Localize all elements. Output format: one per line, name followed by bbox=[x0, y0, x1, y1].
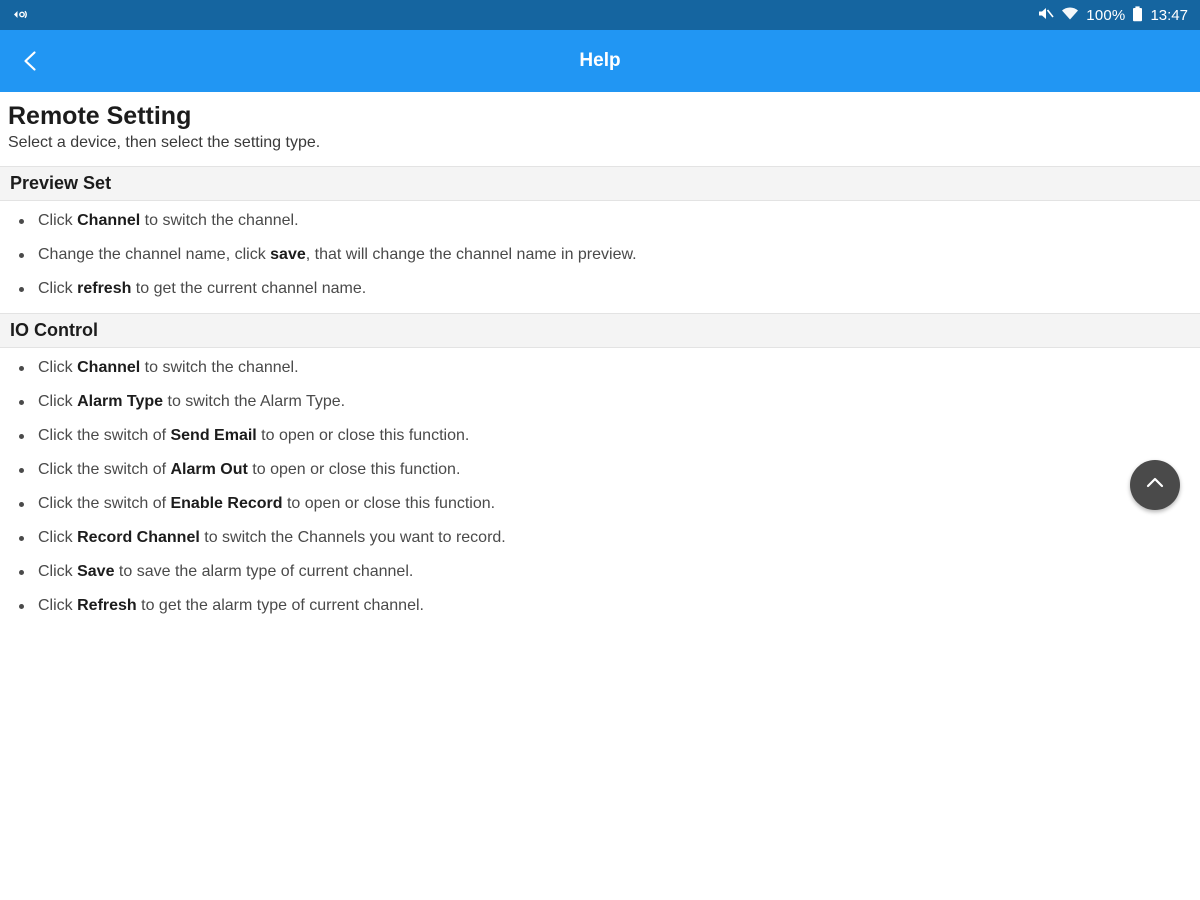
help-list-item bbox=[0, 392, 1200, 412]
help-item-list bbox=[0, 201, 1200, 299]
help-list-item bbox=[0, 426, 1200, 446]
help-list-item bbox=[0, 528, 1200, 548]
app-bar bbox=[0, 30, 1200, 92]
item-text: Change the channel name, click bbox=[38, 245, 271, 263]
help-heading: Remote Setting bbox=[8, 102, 192, 130]
status-bar-left bbox=[12, 7, 29, 24]
link-status-icon bbox=[12, 7, 29, 24]
item-text: to switch the channel. bbox=[140, 358, 299, 376]
battery-percent-label: 100% bbox=[1086, 6, 1126, 24]
item-text: to open or close this function. bbox=[247, 460, 461, 478]
item-text: to open or close this function. bbox=[256, 426, 470, 444]
item-text: to switch the Channels you want to record. bbox=[199, 528, 506, 546]
item-text: Click bbox=[38, 528, 78, 546]
mute-icon bbox=[1037, 6, 1054, 24]
help-list-item bbox=[0, 279, 1200, 299]
back-arrow-icon bbox=[18, 48, 44, 74]
item-text: Click bbox=[38, 562, 78, 580]
page-title: Help bbox=[579, 50, 621, 71]
help-list-item bbox=[0, 358, 1200, 378]
section-header: IO Control bbox=[0, 313, 1200, 348]
emphasis-text: Refresh bbox=[77, 596, 137, 614]
help-item-list bbox=[0, 348, 1200, 616]
help-list-item bbox=[0, 211, 1200, 231]
clock-label: 13:47 bbox=[1150, 6, 1188, 24]
item-text: to get the alarm type of current channel. bbox=[136, 596, 424, 614]
item-text: Click the switch of bbox=[38, 460, 171, 478]
item-text: Click bbox=[38, 596, 78, 614]
emphasis-text: refresh bbox=[77, 279, 132, 297]
item-text: Click bbox=[38, 279, 78, 297]
scroll-to-top-button[interactable] bbox=[1130, 460, 1180, 510]
help-list-item bbox=[0, 562, 1200, 582]
help-list-item bbox=[0, 494, 1200, 514]
item-text: to get the current channel name. bbox=[131, 279, 367, 297]
scroll-to-top-icon bbox=[1142, 470, 1168, 501]
help-list-item bbox=[0, 245, 1200, 265]
help-list-item bbox=[0, 460, 1200, 480]
item-text: Click bbox=[38, 392, 78, 410]
emphasis-text: Enable Record bbox=[170, 494, 283, 512]
help-list-item bbox=[0, 596, 1200, 616]
status-bar-right bbox=[1037, 6, 1188, 25]
emphasis-text: save bbox=[270, 245, 306, 263]
help-content bbox=[0, 92, 1200, 900]
emphasis-text: Send Email bbox=[170, 426, 257, 444]
android-status-bar bbox=[0, 0, 1200, 30]
emphasis-text: Alarm Type bbox=[77, 392, 164, 410]
item-text: Click the switch of bbox=[38, 494, 171, 512]
item-text: to switch the channel. bbox=[140, 211, 299, 229]
help-sections bbox=[0, 166, 1200, 616]
emphasis-text: Channel bbox=[77, 358, 141, 376]
section-header: Preview Set bbox=[0, 166, 1200, 201]
item-text: to save the alarm type of current channel. bbox=[114, 562, 414, 580]
emphasis-text: Alarm Out bbox=[170, 460, 248, 478]
emphasis-text: Channel bbox=[77, 211, 141, 229]
emphasis-text: Save bbox=[77, 562, 115, 580]
battery-icon bbox=[1132, 6, 1143, 25]
item-text: Click bbox=[38, 211, 78, 229]
item-text: to open or close this function. bbox=[282, 494, 496, 512]
item-text: to switch the Alarm Type. bbox=[163, 392, 346, 410]
wifi-icon bbox=[1061, 7, 1079, 24]
help-subheading: Select a device, then select the setting type. bbox=[8, 133, 321, 151]
back-button[interactable] bbox=[0, 30, 62, 92]
emphasis-text: Record Channel bbox=[77, 528, 200, 546]
item-text: , that will change the channel name in preview. bbox=[305, 245, 637, 263]
item-text: Click the switch of bbox=[38, 426, 171, 444]
item-text: Click bbox=[38, 358, 78, 376]
